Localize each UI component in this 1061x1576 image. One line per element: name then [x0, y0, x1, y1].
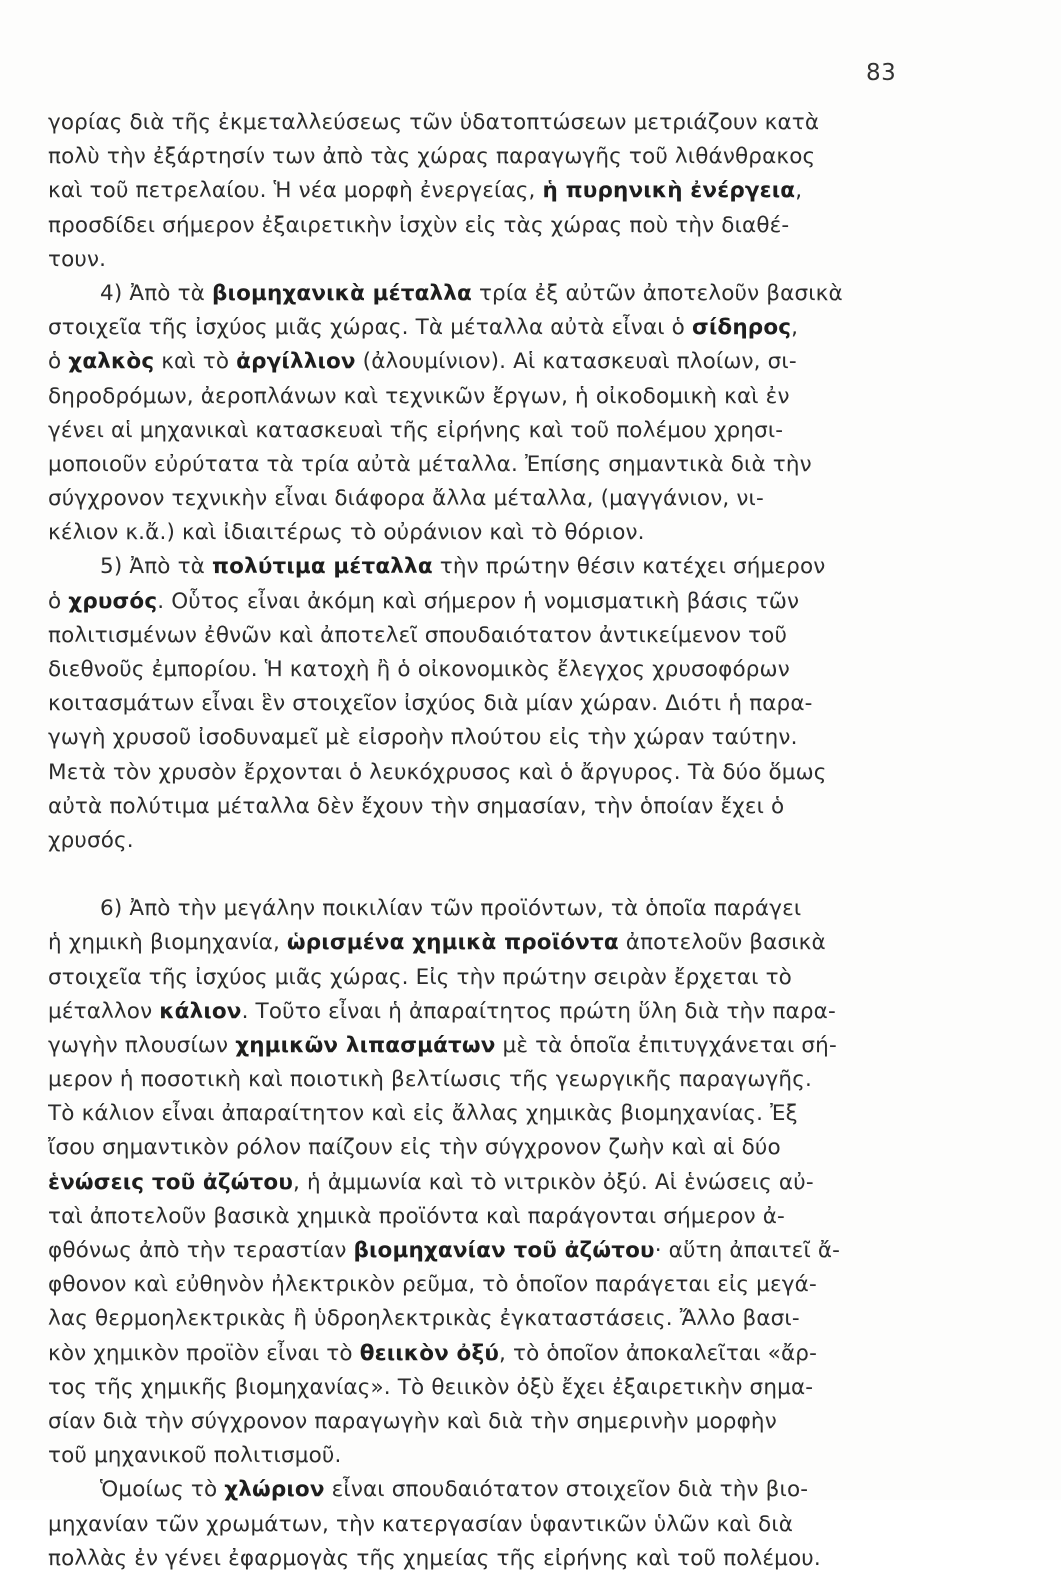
bold-term: θειικὸν ὀξύ: [359, 1340, 499, 1366]
text-segment: ὁ: [48, 349, 69, 375]
text-line: τος τῆς χημικῆς βιομηχανίας». Τὸ θειικὸν ὀξὺ ἔχει ἐξαιρετικὴν σημα-: [48, 1374, 814, 1400]
text-line: φθονον καὶ εὐθηνὸν ἠλεκτρικὸν ρεῦμα, τὸ ὁποῖον παράγεται εἰς μεγά-: [48, 1272, 817, 1298]
text-segment: , τὸ ὁποῖον ἀποκαλεῖται «ἄρ-: [499, 1340, 818, 1366]
text-segment: ,: [791, 315, 799, 341]
text-segment: εἶναι σπουδαιότατον στοιχεῖον διὰ τὴν βιο-: [324, 1477, 809, 1503]
text-segment: (ἀλουμίνιον). Αἱ κατασκευαὶ πλοίων, σι-: [355, 349, 797, 375]
bold-term: βιομηχανικὰ μέταλλα: [212, 280, 472, 306]
text-line: [48, 345, 908, 379]
blank-line: [48, 858, 908, 892]
text-segment: μέταλλον: [48, 998, 160, 1024]
text-line: δηροδρόμων, ἀεροπλάνων καὶ τεχνικῶν ἔργων, ἡ οἰκοδομικὴ καὶ ἐν: [48, 383, 790, 409]
text-line: τουν.: [48, 246, 107, 272]
text-line: 6) Ἀπὸ τὴν μεγάλην ποικιλίαν τῶν προϊόντων, τὰ ὁποῖα παράγει: [100, 896, 802, 922]
text-line: πολὺ τὴν ἐξάρτησίν των ἀπὸ τὰς χώρας παραγωγῆς τοῦ λιθάνθρακος: [48, 144, 816, 170]
text-line: μηχανίαν τῶν χρωμάτων, τὴν κατεργασίαν ὑφαντικῶν ὑλῶν καὶ διὰ: [48, 1511, 794, 1537]
text-segment: ἡ χημικὴ βιομηχανία,: [48, 930, 287, 956]
text-segment: μὲ τὰ ὁποῖα ἐπιτυγχάνεται σή-: [495, 1032, 837, 1058]
text-line: τοῦ μηχανικοῦ πολιτισμοῦ.: [48, 1443, 342, 1469]
text-line: [48, 926, 908, 960]
bold-term: ἑνώσεις τοῦ ἀζώτου: [48, 1169, 293, 1195]
text-line: πολιτισμένων ἐθνῶν καὶ ἀποτελεῖ σπουδαιότατον ἀντικείμενον τοῦ: [48, 622, 788, 648]
text-line: Τὸ κάλιον εἶναι ἀπαραίτητον καὶ εἰς ἄλλας χημικὰς βιομηχανίας. Ἐξ: [48, 1101, 798, 1127]
text-line: σίαν διὰ τὴν σύγχρονον παραγωγὴν καὶ διὰ τὴν σημερινὴν μορφὴν: [48, 1408, 777, 1434]
text-segment: , ἡ ἀμμωνία καὶ τὸ νιτρικὸν ὀξύ. Αἱ ἑνώσεις αὐ-: [292, 1169, 814, 1195]
text-line: κοιτασμάτων εἶναι ἓν στοιχεῖον ἰσχύος διὰ μίαν χώραν. Διότι ἡ παρα-: [48, 691, 813, 717]
page-number: 83: [866, 60, 897, 86]
text-segment: · αὕτη ἀπαιτεῖ ἄ-: [654, 1238, 841, 1263]
bold-term: χαλκὸς: [68, 349, 155, 375]
bold-term: ἀργίλλιον: [236, 349, 356, 375]
text-line: [48, 585, 908, 619]
text-line: γωγὴ χρυσοῦ ἰσοδυναμεῖ μὲ εἰσροὴν πλούτου εἰς τὴν χώραν ταύτην.: [48, 725, 798, 751]
text-line: μερον ἡ ποσοτικὴ καὶ ποιοτικὴ βελτίωσις τῆς γεωργικῆς παραγωγῆς.: [48, 1067, 812, 1093]
text-line: ἴσου σημαντικὸν ρόλον παίζουν εἰς τὴν σύγχρονον ζωὴν καὶ αἱ δύο: [48, 1135, 781, 1161]
bold-term: πολύτιμα μέταλλα: [212, 554, 433, 580]
text-segment: τὴν πρώτην θέσιν κατέχει σήμερον: [432, 554, 826, 580]
text-segment: ὁ: [48, 588, 69, 614]
text-line: [48, 174, 908, 208]
text-segment: . Τοῦτο εἶναι ἡ ἀπαραίτητος πρώτη ὕλη διὰ τὴν παρα-: [241, 998, 836, 1024]
text-line: [48, 277, 908, 311]
text-segment: κὸν χημικὸν προϊὸν εἶναι τὸ: [48, 1340, 360, 1366]
text-line: [48, 1337, 908, 1371]
text-line: προσδίδει σήμερον ἐξαιρετικὴν ἰσχὺν εἰς τὰς χώρας ποὺ τὴν διαθέ-: [48, 212, 790, 238]
text-line: [48, 1166, 908, 1200]
text-line: πολλὰς ἐν γένει ἐφαρμογὰς τῆς χημείας τῆς εἰρήνης καὶ τοῦ πολέμου.: [48, 1545, 821, 1571]
bold-term: βιομηχανίαν τοῦ ἀζώτου: [353, 1238, 655, 1263]
text-line: χρυσός.: [48, 827, 134, 853]
text-line: ταὶ ἀποτελοῦν βασικὰ χημικὰ προϊόντα καὶ παράγονται σήμερον ἀ-: [48, 1203, 785, 1229]
text-segment: 4) Ἀπὸ τὰ: [100, 280, 212, 306]
bold-term: ὡρισμένα χημικὰ προϊόντα: [286, 930, 619, 956]
text-line: κέλιον κ.ἄ.) καὶ ἰδιαιτέρως τὸ οὐράνιον καὶ τὸ θόριον.: [48, 520, 645, 546]
text-segment: ἀποτελοῦν βασικὰ: [618, 930, 826, 956]
text-line: αὐτὰ πολύτιμα μέταλλα δὲν ἔχουν τὴν σημασίαν, τὴν ὁποίαν ἔχει ὁ: [48, 793, 785, 819]
text-line: [48, 1234, 908, 1268]
bold-term: χλώριον: [224, 1477, 325, 1503]
text-line: γορίας διὰ τῆς ἐκμεταλλεύσεως τῶν ὑδατοπτώσεων μετριάζουν κατὰ: [48, 110, 820, 135]
text-segment: καὶ τὸ: [154, 349, 237, 375]
text-line: διεθνοῦς ἐμπορίου. Ἡ κατοχὴ ἢ ὁ οἰκονομικὸς ἔλεγχος χρυσοφόρων: [48, 657, 790, 682]
text-line: [48, 1029, 908, 1063]
bold-term: κάλιον: [159, 998, 242, 1024]
bold-term: ἡ πυρηνικὴ ἐνέργεια: [542, 178, 796, 204]
text-line: σύγχρονον τεχνικὴν εἶναι διάφορα ἄλλα μέταλλα, (μαγγάνιον, νι-: [48, 486, 764, 512]
text-line: [48, 550, 908, 584]
bold-term: χρυσός: [68, 588, 158, 614]
bold-term: σίδηρος: [691, 315, 792, 341]
text-segment: στοιχεῖα τῆς ἰσχύος μιᾶς χώρας. Τὰ μέταλλα αὐτὰ εἶναι ὁ: [48, 315, 692, 341]
text-line: λας θερμοηλεκτρικὰς ἢ ὑδροηλεκτρικὰς ἐγκαταστάσεις. Ἄλλο βασι-: [48, 1306, 800, 1332]
bold-term: χημικῶν λιπασμάτων: [235, 1032, 496, 1058]
text-segment: 5) Ἀπὸ τὰ: [100, 554, 212, 580]
text-segment: Ὁμοίως τὸ: [100, 1477, 225, 1503]
text-line: γένει αἱ μηχανικαὶ κατασκευαὶ τῆς εἰρήνης καὶ τοῦ πολέμου χρησι-: [48, 417, 784, 443]
body-text: [48, 106, 908, 1576]
text-line: [48, 1473, 908, 1507]
text-line: μοποιοῦν εὐρύτατα τὰ τρία αὐτὰ μέταλλα. Ἐπίσης σημαντικὰ διὰ τὴν: [48, 451, 812, 477]
text-segment: γωγὴν πλουσίων: [48, 1032, 236, 1058]
text-line: [48, 311, 908, 345]
text-segment: φθόνως ἀπὸ τὴν τεραστίαν: [48, 1238, 354, 1263]
text-line: Μετὰ τὸν χρυσὸν ἔρχονται ὁ λευκόχρυσος καὶ ὁ ἄργυρος. Τὰ δύο ὅμως: [48, 759, 827, 785]
text-segment: καὶ τοῦ πετρελαίου. Ἡ νέα μορφὴ ἐνεργείας,: [48, 178, 543, 204]
text-segment: τρία ἐξ αὐτῶν ἀποτελοῦν βασικὰ: [471, 280, 843, 306]
text-segment: . Οὗτος εἶναι ἀκόμη καὶ σήμερον ἡ νομισματικὴ βάσις τῶν: [157, 588, 800, 614]
text-line: [48, 995, 908, 1029]
text-segment: ,: [795, 178, 803, 204]
text-line: στοιχεῖα τῆς ἰσχύος μιᾶς χώρας. Εἰς τὴν πρώτην σειρὰν ἔρχεται τὸ: [48, 964, 792, 990]
